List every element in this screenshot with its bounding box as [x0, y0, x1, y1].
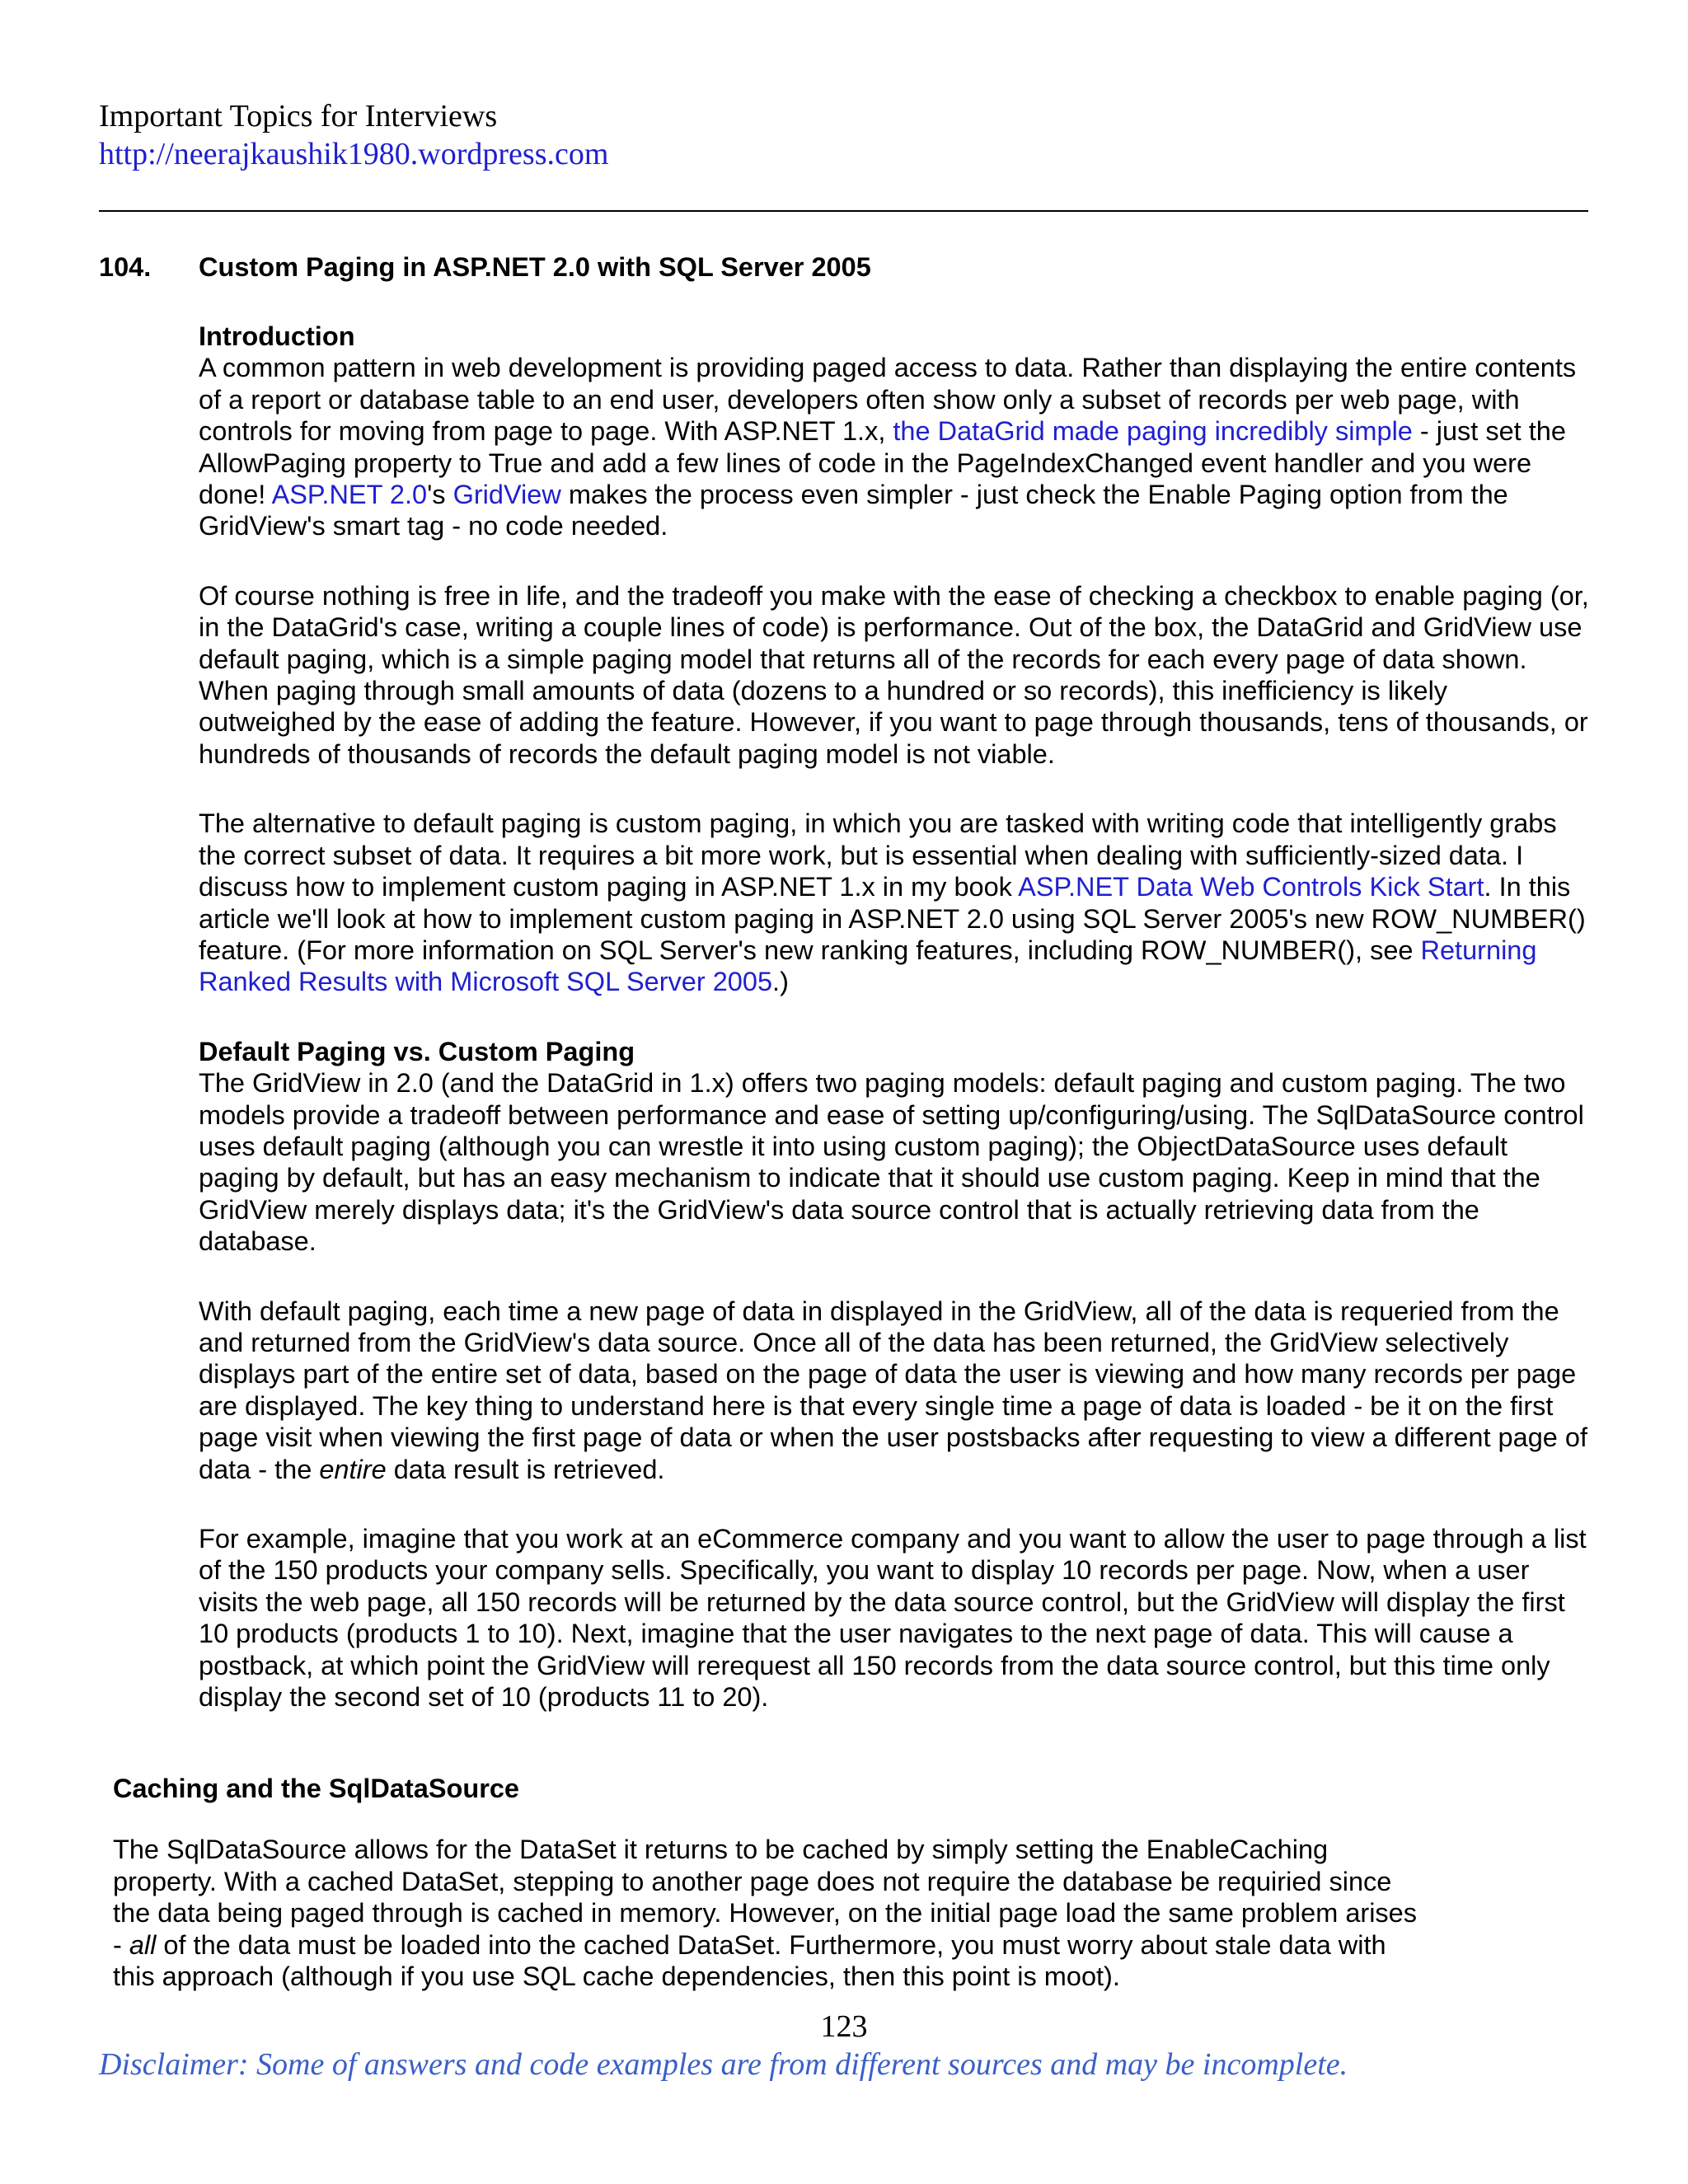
text-run: .) [772, 967, 789, 997]
text-run: With default paging, each time a new page of data in displayed in the GridView, all of the data is requeried from the and returned from the GridView's data source. Once all of the data has been returned, the GridView selectively displays part of the entire set of data, based on the page of data the user is viewing and how many records per page are displayed. The key thing to understand here is that every single time a page of data is loaded - be it on the first page visit when viewing the first page of data or when the user postsbacks after requesting to view a different page of data - the [199, 1296, 1587, 1484]
article-content [199, 321, 1592, 1750]
disclaimer: Disclaimer: Some of answers and code examples are from different sources and may be incomplete. [99, 2047, 1348, 2082]
text-run: . In this article we'll look at how to implement custom paging in ASP.NET 2.0 using SQL Server 2005's new ROW_NUMBER() feature. (For more information on SQL Server's new ranking features, including ROW_NUMBER(), see [199, 872, 1586, 965]
text-run: - just set the AllowPaging property to True and add a few lines of code in the PageIndexChanged event handler and you were done! [199, 416, 1566, 510]
page-number: 123 [820, 2009, 868, 2044]
text-run: 's [427, 480, 453, 510]
default-vs-custom-paragraph-2 [199, 1296, 1592, 1485]
ranked-results-link[interactable]: Returning Ranked Results with Microsoft SQL Server 2005 [199, 935, 1537, 997]
caching-section [113, 1773, 1432, 2030]
default-vs-custom-paragraph-3: For example, imagine that you work at an eCommerce company and you want to allow the user to page through a list of the 150 products your company sells. Specifically, you want to display 10 records per page. Now, when a user visits the web page, all 150 records will be returned by the data source control, but the GridView will display the first 10 products (products 1 to 10). Next, imagine that the user navigates to the next page of data. This will cause a postback, at which point the GridView will rerequest all 150 records from the data source control, but this time only display the second set of 10 (products 11 to 20). [199, 1524, 1587, 1713]
caching-paragraph [113, 1834, 1432, 1992]
intro-paragraph-3 [199, 808, 1592, 997]
default-vs-custom-paragraph-1: The GridView in 2.0 (and the DataGrid in 1.x) offers two paging models: default paging and custom paging. The two models provide a tradeoff between performance and ease of setting up/configuring/using. The SqlDataSource control uses default paging (although you can wrestle it into using custom paging); the ObjectDataSource uses default paging by default, but has an easy mechanism to indicate that it should use custom paging. Keep in mind that the GridView merely displays data; it's the GridView's data source control that is actually retrieving data from the database. [199, 1068, 1584, 1257]
intro-paragraph-2: Of course nothing is free in life, and the tradeoff you make with the ease of checking a checkbox to enable paging (or, in the DataGrid's case, writing a couple lines of code) is performance. Out of the box, the DataGrid and GridView use default paging, which is a simple paging model that returns all of the records for each every page of data shown. When paging through small amounts of data (dozens to a hundred or so records), this inefficiency is likely outweighed by the ease of adding the feature. However, if you want to page through thousands, tens of thousands, or hundreds of thousands of records the default paging model is not viable. [199, 580, 1589, 769]
header-divider [99, 210, 1588, 212]
text-run: makes the process even simpler - just check the Enable Paging option from the GridView's smart tag - no code needed. [199, 480, 1508, 541]
text-run: The SqlDataSource allows for the DataSet it returns to be cached by simply setting the EnableCaching property. With a cached DataSet, stepping to another page does not require the database be requiried since the data being paged through is cached in memory. However, on the initial page load the same problem arises - [113, 1835, 1418, 1960]
caching-heading: Caching and the SqlDataSource [113, 1774, 520, 1803]
intro-heading: Introduction [199, 321, 355, 351]
emphasis-text: entire [319, 1454, 387, 1484]
emphasis-text: all [129, 1929, 157, 1960]
datagrid-paging-link[interactable]: the DataGrid made paging incredibly simple [893, 416, 1413, 447]
header-title: Important Topics for Interviews [99, 99, 498, 134]
gridview-link[interactable]: GridView [452, 480, 561, 510]
text-run: of the data must be loaded into the cached DataSet. Furthermore, you must worry about stale data with this approach (although if you use SQL cache dependencies, then this point is moot). [113, 1929, 1386, 1992]
kick-start-book-link[interactable]: ASP.NET Data Web Controls Kick Start [1018, 872, 1484, 902]
question-heading [99, 251, 871, 283]
header-site-link[interactable]: http://neerajkaushik1980.wordpress.com [99, 137, 609, 171]
intro-paragraph-1 [199, 352, 1592, 541]
text-run: A common pattern in web development is providing paged access to data. Rather than displaying the entire contents of a report or database table to an end user, developers often show only a subset of records per web page, with controls for moving from page to page. With ASP.NET 1.x, [199, 353, 1577, 447]
question-title: Custom Paging in ASP.NET 2.0 with SQL Server 2005 [199, 252, 871, 282]
default-vs-custom-heading: Default Paging vs. Custom Paging [199, 1036, 635, 1066]
text-run: data result is retrieved. [386, 1454, 665, 1484]
aspnet20-link[interactable]: ASP.NET 2.0 [271, 480, 428, 510]
text-run: The alternative to default paging is custom paging, in which you are tasked with writing code that intelligently grabs the correct subset of data. It requires a bit more work, but is essential when dealing with sufficiently-sized data. I discuss how to implement custom paging in ASP.NET 1.x in my book [199, 808, 1557, 902]
question-number: 104. [99, 252, 152, 282]
page-header [99, 97, 608, 173]
